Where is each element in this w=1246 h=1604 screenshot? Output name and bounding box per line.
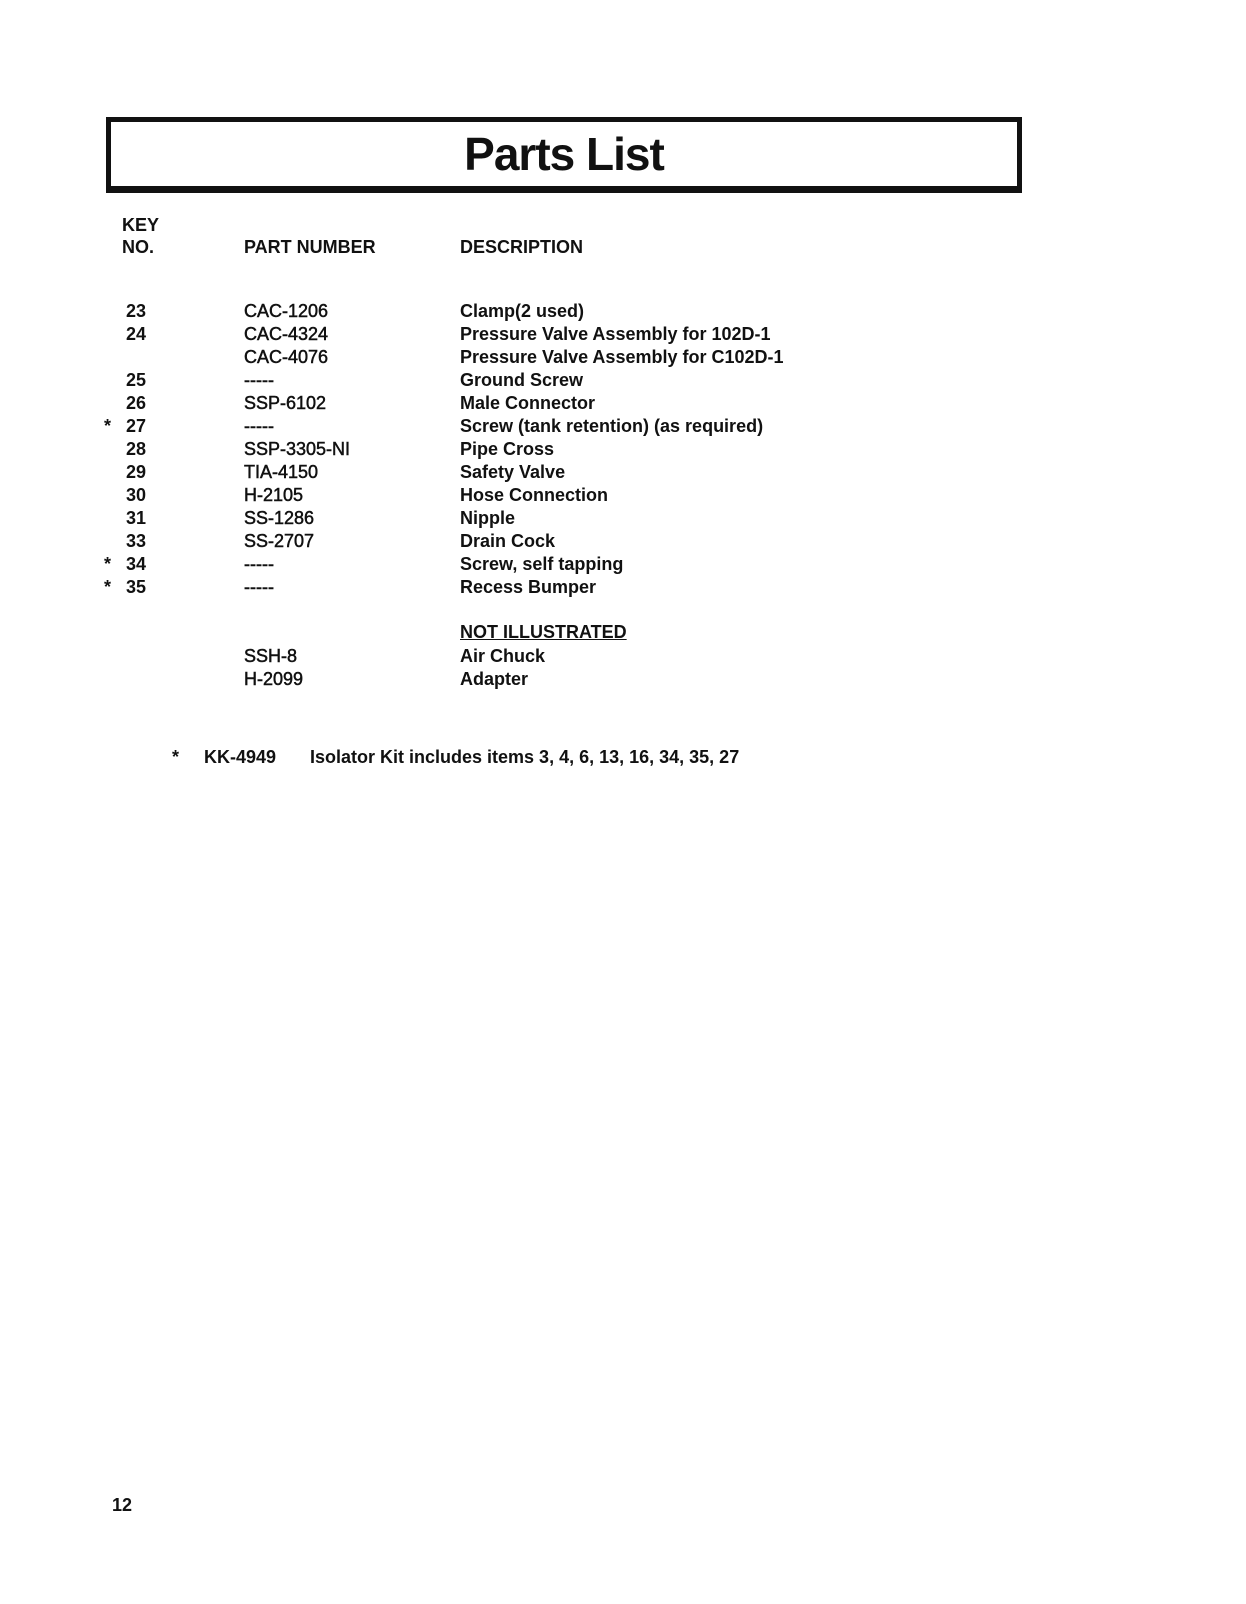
key-number: 31 (126, 508, 147, 528)
part-number: ----- (244, 577, 274, 597)
table-row (0, 300, 1246, 323)
table-row (0, 369, 1246, 392)
key-number: 24 (126, 324, 147, 344)
table-row (0, 323, 1246, 346)
not-illustrated-heading: NOT ILLUSTRATED (460, 622, 627, 642)
part-number: H-2099 (244, 669, 304, 689)
footnote-kit-number: KK-4949 (204, 747, 277, 767)
not-illustrated-table (0, 645, 1246, 691)
part-description: Clamp(2 used) (460, 301, 585, 321)
table-row (0, 576, 1246, 599)
parts-table (0, 300, 1246, 599)
header-description: DESCRIPTION (460, 237, 584, 257)
part-description: Screw, self tapping (460, 554, 624, 574)
table-row (0, 645, 1246, 668)
part-number: SSP-3305-NI (244, 439, 351, 459)
table-row (0, 346, 1246, 369)
part-description: Pressure Valve Assembly for C102D-1 (460, 347, 784, 367)
table-row (0, 461, 1246, 484)
key-number: 27 (126, 416, 147, 436)
footnote-text: Isolator Kit includes items 3, 4, 6, 13, 16, 34, 35, 27 (310, 747, 740, 767)
part-description: Adapter (460, 669, 529, 689)
table-row (0, 553, 1246, 576)
header-key-line1: KEY (122, 215, 160, 235)
table-row (0, 392, 1246, 415)
part-description: Ground Screw (460, 370, 584, 390)
header-part-number: PART NUMBER (244, 237, 376, 257)
part-number: SS-1286 (244, 508, 315, 528)
part-description: Drain Cock (460, 531, 556, 551)
part-number: SS-2707 (244, 531, 315, 551)
key-number: 35 (126, 577, 147, 597)
key-number: 29 (126, 462, 147, 482)
title-box (106, 117, 1022, 193)
part-description: Recess Bumper (460, 577, 597, 597)
star-marker: * (104, 577, 112, 597)
key-number: 28 (126, 439, 147, 459)
key-number: 25 (126, 370, 147, 390)
table-row (0, 668, 1246, 691)
table-row (0, 507, 1246, 530)
key-number: 26 (126, 393, 147, 413)
part-description: Safety Valve (460, 462, 566, 482)
key-number: 23 (126, 301, 147, 321)
table-row (0, 530, 1246, 553)
part-description: Pipe Cross (460, 439, 555, 459)
table-row (0, 438, 1246, 461)
key-number: 30 (126, 485, 147, 505)
page-title: Parts List (464, 128, 664, 180)
part-number: ----- (244, 554, 274, 574)
table-row (0, 484, 1246, 507)
star-marker: * (104, 416, 112, 436)
part-description: Air Chuck (460, 646, 546, 666)
page-number: 12 (112, 1495, 133, 1515)
part-number: SSH-8 (244, 646, 298, 666)
part-description: Screw (tank retention) (as required) (460, 416, 764, 436)
part-description: Pressure Valve Assembly for 102D-1 (460, 324, 771, 344)
part-number: TIA-4150 (244, 462, 319, 482)
part-number: ----- (244, 416, 274, 436)
part-description: Nipple (460, 508, 516, 528)
key-number: 33 (126, 531, 147, 551)
header-key-line2: NO. (122, 237, 155, 257)
part-description: Hose Connection (460, 485, 609, 505)
part-number: CAC-4076 (244, 347, 329, 367)
key-number: 34 (126, 554, 147, 574)
table-row (0, 415, 1246, 438)
part-number: CAC-4324 (244, 324, 329, 344)
footnote-star: * (172, 747, 180, 767)
part-number: ----- (244, 370, 274, 390)
part-number: CAC-1206 (244, 301, 329, 321)
part-description: Male Connector (460, 393, 596, 413)
part-number: SSP-6102 (244, 393, 327, 413)
star-marker: * (104, 554, 112, 574)
part-number: H-2105 (244, 485, 304, 505)
